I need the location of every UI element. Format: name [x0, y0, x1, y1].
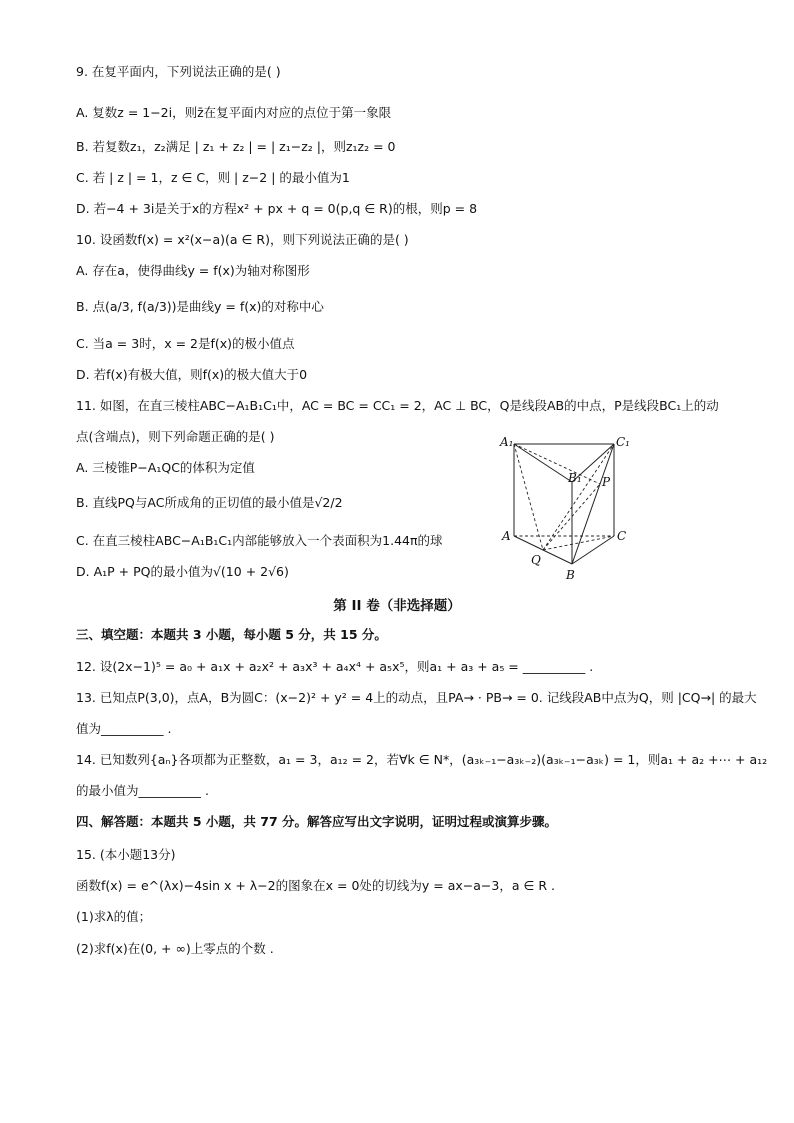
q13-line2: 值为__________ .: [76, 721, 172, 736]
part2-title: 第 II 卷（非选择题）: [333, 598, 461, 614]
section-fill-in-heading: 三、填空题：本题共 3 小题，每小题 5 分，共 15 分。: [76, 627, 387, 642]
segment-a1p: [514, 444, 600, 484]
q9-stem: 9. 在复平面内，下列说法正确的是( ): [76, 64, 281, 79]
q11-option-c: C. 在直三棱柱ABC−A₁B₁C₁内部能够放入一个表面积为1.44π的球: [76, 533, 443, 548]
q9-option-d: D. 若−4 + 3i是关于x的方程x² + px + q = 0(p,q ∈ R)的根，则p = 8: [76, 201, 478, 216]
q11-option-d: D. A₁P + PQ的最小值为√(10 + 2√6): [76, 564, 289, 579]
q15-part1: (1)求λ的值；: [76, 909, 152, 924]
label-c: C: [617, 529, 627, 543]
section-answer-heading: 四、解答题：本题共 5 小题，共 77 分。解答应写出文字说明，证明过程或演算步骤。: [76, 814, 558, 829]
q11-stem-line1: 11. 如图，在直三棱柱ABC−A₁B₁C₁中，AC = BC = CC₁ = 2，AC ⊥ BC，Q是线段AB的中点，P是线段BC₁上的动: [76, 398, 719, 413]
q10-option-b: B. 点(a/3, f(a/3))是曲线y = f(x)的对称中心: [76, 299, 324, 314]
label-q: Q: [531, 553, 541, 567]
q10-option-d: D. 若f(x)有极大值，则f(x)的极大值大于0: [76, 367, 308, 382]
q9-option-c: C. 若 | z | = 1，z ∈ C，则 | z−2 | 的最小值为1: [76, 170, 350, 185]
label-b1: B₁: [568, 471, 582, 485]
q14-line2: 的最小值为__________ .: [76, 783, 209, 798]
q12-text: 12. 设(2x−1)⁵ = a₀ + a₁x + a₂x² + a₃x³ + a₄x⁴ + a₅x⁵，则a₁ + a₃ + a₅ = __________ .: [76, 659, 594, 674]
label-c1: C₁: [616, 435, 630, 449]
q13-line1: 13. 已知点P(3,0)，点A，B为圆C：(x−2)² + y² = 4上的动点，且PA→ · PB→ = 0. 记线段AB中点为Q，则 |CQ→| 的最大: [76, 690, 757, 705]
label-a: A: [502, 529, 511, 543]
q11-option-b: B. 直线PQ与AC所成角的正切值的最小值是√2/2: [76, 495, 343, 510]
q9-option-b: B. 若复数z₁，z₂满足 | z₁ + z₂ | = | z₁−z₂ |，则z₁z₂ = 0: [76, 139, 396, 154]
q10-stem: 10. 设函数f(x) = x²(x−a)(a ∈ R)，则下列说法正确的是( ): [76, 232, 409, 247]
q15-header: 15. (本小题13分): [76, 847, 176, 862]
label-a1: A₁: [500, 435, 514, 449]
label-b: B: [566, 568, 575, 582]
q11-stem-line2: 点(含端点)，则下列命题正确的是( ): [76, 429, 275, 444]
q11-option-a: A. 三棱锥P−A₁QC的体积为定值: [76, 460, 255, 475]
q10-option-a: A. 存在a，使得曲线y = f(x)为轴对称图形: [76, 263, 310, 278]
q10-option-c: C. 当a = 3时，x = 2是f(x)的极小值点: [76, 336, 295, 351]
segment-bc1: [572, 444, 614, 564]
q15-part2: (2)求f(x)在(0, + ∞)上零点的个数 .: [76, 941, 274, 956]
q15-stem: 函数f(x) = e^(λx)−4sin x + λ−2的图象在x = 0处的切线为y = ax−a−3，a ∈ R .: [76, 878, 555, 893]
q9-option-a: A. 复数z = 1−2i，则z̄在复平面内对应的点位于第一象限: [76, 105, 392, 120]
label-p: P: [602, 475, 611, 489]
q14-line1: 14. 已知数列{aₙ}各项都为正整数，a₁ = 3，a₁₂ = 2，若∀k ∈ N*，(a₃ₖ₋₁−a₃ₖ₋₂)(a₃ₖ₋₁−a₃ₖ) = 1，则a₁ + a₂ +⋯ + a₁₂: [76, 752, 768, 767]
prism-figure: [496, 432, 636, 584]
segment-qc1: [543, 444, 614, 550]
